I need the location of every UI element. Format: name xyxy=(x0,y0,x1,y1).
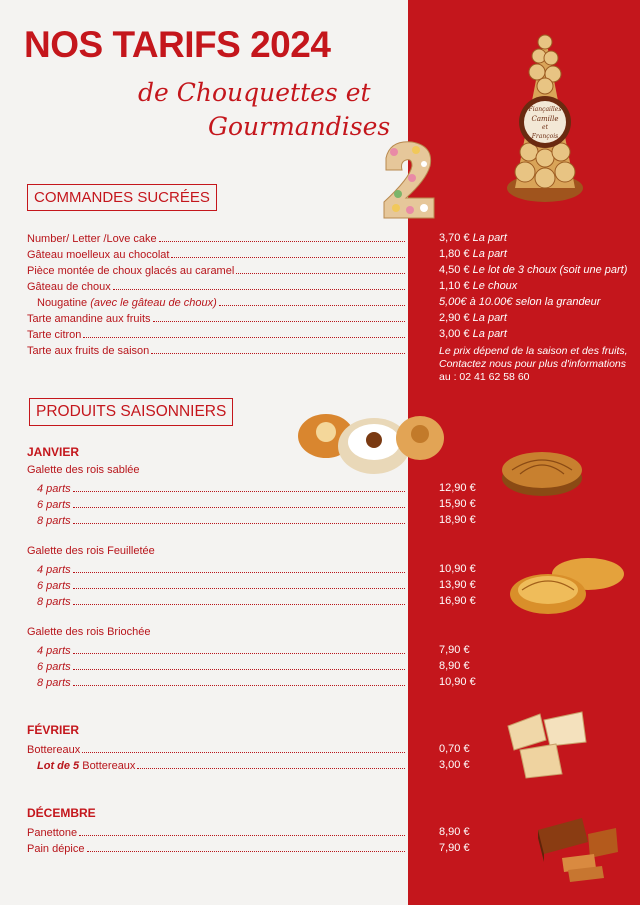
item-label: Number/ Letter /Love cake xyxy=(27,233,157,245)
price-row: Pain dépice xyxy=(27,840,407,855)
sweet-item-row xyxy=(27,310,407,325)
item-label: Gâteau de choux xyxy=(27,281,111,293)
galette-feuilletee-image xyxy=(508,552,626,618)
price-row: 4 parts xyxy=(37,561,407,576)
price-row: Panettone xyxy=(27,824,407,839)
subtitle-line-2: Gourmandises xyxy=(208,112,391,141)
bottereaux-image xyxy=(500,706,590,780)
price-row: 6 parts xyxy=(37,658,407,673)
price-row: 8 parts xyxy=(37,674,407,689)
price-row: 6 parts xyxy=(37,496,407,511)
price-row: 8 parts xyxy=(37,512,407,527)
seasonal-heading: PRODUITS SAISONNIERS xyxy=(29,398,233,426)
price-row: 8 parts xyxy=(37,593,407,608)
row-price: 3,00 € xyxy=(439,759,470,771)
row-price: 16,90 € xyxy=(439,595,476,607)
item-label: Nougatine (avec le gâteau de choux) xyxy=(37,297,217,309)
sweet-orders-heading: COMMANDES SUCRÉES xyxy=(27,184,217,211)
sweet-item-row xyxy=(27,230,407,245)
galette-name: Galette des rois sablée xyxy=(27,464,140,476)
price-row: Bottereaux xyxy=(27,741,407,756)
item-price: 5,00€ à 10.00€ selon la grandeur xyxy=(439,296,601,308)
sweet-item-row xyxy=(27,262,407,277)
galette-name: Galette des rois Briochée xyxy=(27,626,151,638)
price-row: Lot de 5 Bottereaux xyxy=(37,757,407,772)
croquembouche-image xyxy=(505,28,585,206)
topper-text-1: Fiançailles xyxy=(528,106,562,113)
sweet-item-row xyxy=(27,278,407,293)
item-label: Pièce montée de choux glacés au caramel xyxy=(27,265,235,277)
row-price: 10,90 € xyxy=(439,676,476,688)
row-price: 8,90 € xyxy=(439,660,470,672)
sweet-item-row xyxy=(37,294,407,309)
item-price: 4,50 € Le lot de 3 choux (soit une part) xyxy=(439,264,628,276)
item-label: Gâteau moelleux au chocolat xyxy=(27,249,170,261)
row-price: 15,90 € xyxy=(439,498,476,510)
item-label: Tarte aux fruits de saison xyxy=(27,345,150,357)
row-price: 18,90 € xyxy=(439,514,476,526)
brioches-image xyxy=(296,408,446,478)
row-price: 13,90 € xyxy=(439,579,476,591)
row-price: 8,90 € xyxy=(439,826,470,838)
month-january: JANVIER xyxy=(27,445,80,459)
price-row: 4 parts xyxy=(37,480,407,495)
number-cake-image xyxy=(376,138,442,226)
item-price: 1,80 € La part xyxy=(439,248,507,260)
subtitle-line-1: de Chouquettes et xyxy=(138,78,371,107)
row-price: 7,90 € xyxy=(439,842,470,854)
month-february: FÉVRIER xyxy=(27,723,80,737)
price-row: 6 parts xyxy=(37,577,407,592)
topper-text-4: François xyxy=(531,133,559,140)
price-row: 4 parts xyxy=(37,642,407,657)
item-price: 3,70 € La part xyxy=(439,232,507,244)
row-price: 7,90 € xyxy=(439,644,470,656)
item-price: 1,10 € Le choux xyxy=(439,280,518,292)
page-title: NOS TARIFS 2024 xyxy=(24,24,331,65)
topper-text-3: et xyxy=(542,124,548,131)
item-label: Tarte amandine aux fruits xyxy=(27,313,151,325)
sweet-item-row xyxy=(27,342,407,357)
galette-sablee-image xyxy=(500,444,584,500)
item-price: 3,00 € La part xyxy=(439,328,507,340)
pain-epice-image xyxy=(532,812,620,882)
row-price: 10,90 € xyxy=(439,563,476,575)
sweet-item-row xyxy=(27,246,407,261)
item-price: 2,90 € La part xyxy=(439,312,507,324)
sweet-item-row xyxy=(27,326,407,341)
item-price-note: Le prix dépend de la saison et des fruits, Contactez nous pour plus d'informations au : 02 41 62 58 60 xyxy=(439,345,628,383)
item-label: Tarte citron xyxy=(27,329,82,341)
topper-text-2: Camille xyxy=(531,115,559,123)
row-price: 0,70 € xyxy=(439,743,470,755)
row-price: 12,90 € xyxy=(439,482,476,494)
galette-name: Galette des rois Feuilletée xyxy=(27,545,155,557)
month-december: DÉCEMBRE xyxy=(27,806,96,820)
